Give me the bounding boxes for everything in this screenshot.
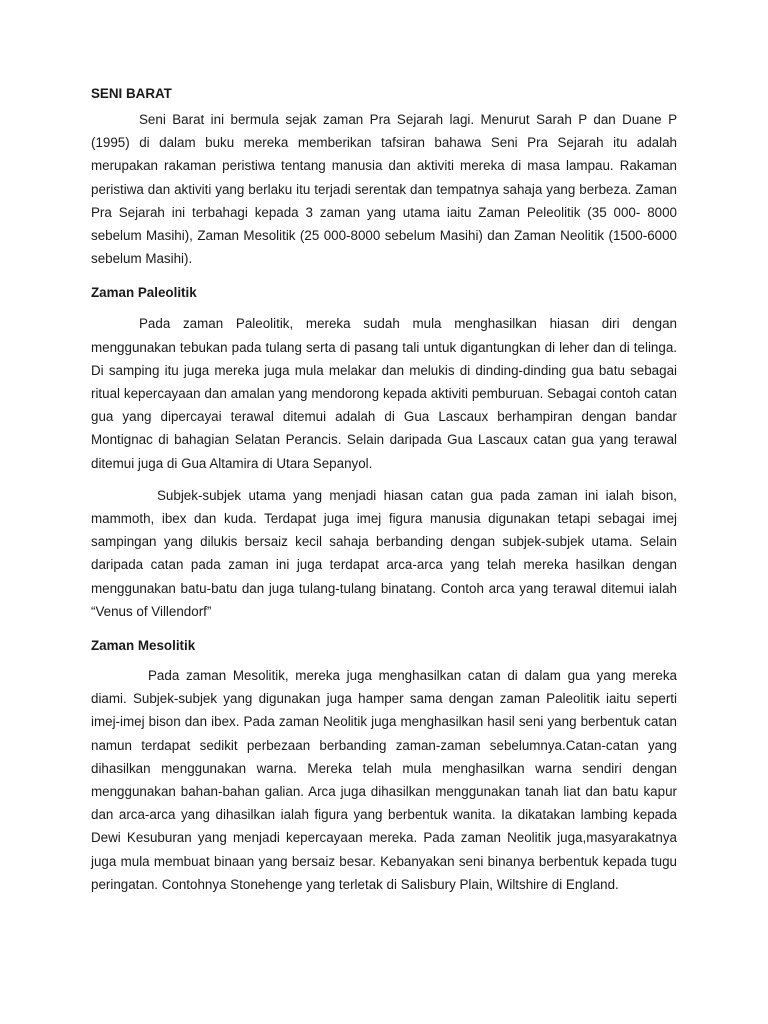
section-heading-seni-barat: SENI BARAT (91, 86, 172, 101)
paragraph-paleolitik-1: Pada zaman Paleolitik, mereka sudah mula menghasilkan hiasan diri dengan menggunakan tebukan pada tulang serta di pasang tali untuk digantungkan di leher dan di telinga. Di samping itu juga mereka juga mula melakar dan melukis di dinding-dinding gua batu sebagai ritual kepercayaan dan amalan yang mendorong kepada aktiviti pemburuan. Sebagai contoh catan gua yang dipercayai terawal ditemui adalah di Gua Lascaux berhampiran dengan bandar Montignac di bahagian Selatan Perancis. Selain daripada Gua Lascaux catan gua yang terawal ditemui juga di Gua Altamira di Utara Sepanyol. (91, 316, 677, 471)
section-heading-paleolitik: Zaman Paleolitik (91, 285, 197, 301)
paragraph-seni-barat-intro: Seni Barat ini bermula sejak zaman Pra Sejarah lagi. Menurut Sarah P dan Duane P (1995) di dalam buku mereka memberikan tafsiran bahawa Seni Pra Sejarah itu adalah merupakan rakaman peristiwa tentang manusia dan aktiviti mereka di masa lampau. Rakaman peristiwa dan aktiviti yang berlaku itu terjadi serentak dan tempatnya sahaja yang berbeza. Zaman Pra Sejarah ini terbahagi kepada 3 zaman yang utama iaitu Zaman Peleolitik (35 000- 8000 sebelum Masihi), Zaman Mesolitik (25 000-8000 sebelum Masihi) dan Zaman Neolitik (1500-6000 sebelum Masihi). (91, 112, 677, 267)
paragraph-paleolitik-2: Subjek-subjek utama yang menjadi hiasan catan gua pada zaman ini ialah bison, mammoth, ibex dan kuda. Terdapat juga imej figura manusia digunakan tetapi sebagai imej sampingan yang dilukis bersaiz kecil sahaja berbanding dengan subjek-subjek utama. Selain daripada catan pada zaman ini juga terdapat arca-arca yang telah mereka hasilkan dengan menggunakan batu-batu dan juga tulang-tulang binatang. Contoh arca yang terawal ditemui ialah “Venus of Villendorf” (91, 487, 677, 619)
section-heading-mesolitik: Zaman Mesolitik (91, 638, 196, 654)
paragraph-mesolitik-1: Pada zaman Mesolitik, mereka juga menghasilkan catan di dalam gua yang mereka diami. Subjek-subjek yang digunakan juga hamper sama dengan zaman Paleolitik iaitu seperti imej-imej bison dan ibex. Pada zaman Neolitik juga menghasilkan hasil seni yang berbentuk catan namun terdapat sedikit perbezaan berbanding zaman-zaman sebelumnya.Catan-catan yang dihasilkan menggunakan warna. Mereka telah mula menghasilkan warna sendiri dengan menggunakan bahan-bahan galian. Arca juga dihasilkan menggunakan tanah liat dan batu kapur dan arca-arca yang dihasilkan ialah figura yang berbentuk wanita. Ia dikatakan lambing kepada Dewi Kesuburan yang menjadi kepercayaan mereka. Pada zaman Neolitik juga,masyarakatnya juga mula membuat binaan yang bersaiz besar. Kebanyakan seni binanya berbentuk kepada tugu peringatan. Contohnya Stonehenge yang terletak di Salisbury Plain, Wiltshire di England. (91, 668, 677, 892)
